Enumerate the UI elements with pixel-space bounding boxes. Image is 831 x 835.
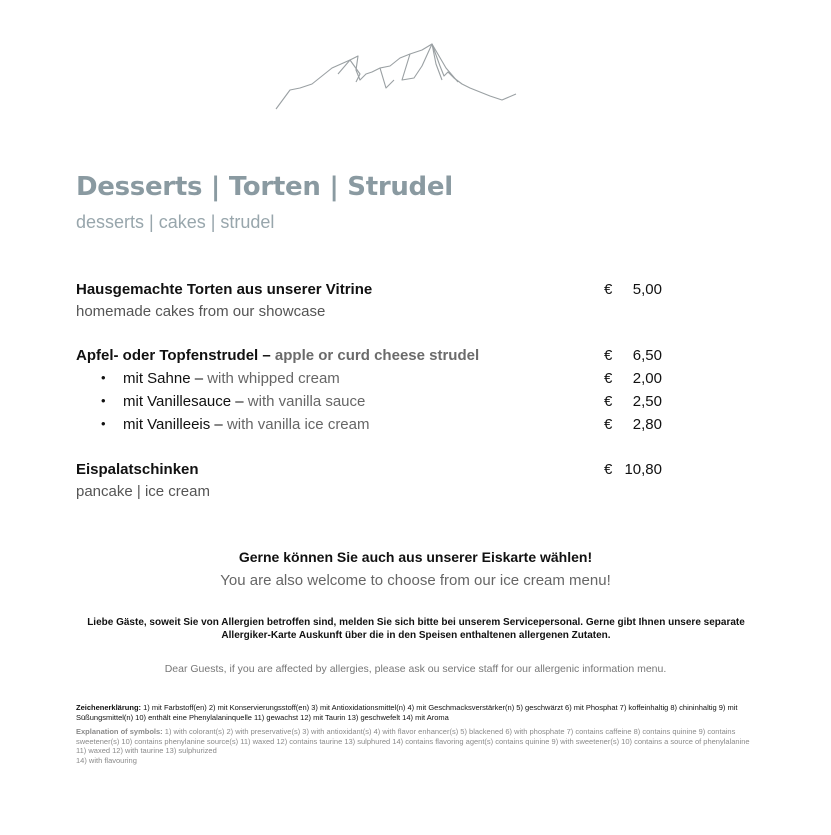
legend-text-line2: 14) with flavouring [76,755,137,765]
currency-symbol: € [604,416,613,433]
mountain-outline-logo-icon [270,38,522,114]
legend-label: Explanation of symbols: [76,727,163,736]
item-name: Apfel- oder Topfenstrudel – [76,347,271,364]
legend-text: 1) with colorant(s) 2) with preservative(s) 3) with antioxidant(s) 4) with flavor enhancer(s) 5) blackened 6) with phosphate 7) contains caffeine 8) contains quinine 9) contains sweetener(s) 10) contains phenylanine source(s) 11) waxed 12) contains taurine 13) sulphured 14) contains flavoring agent(s) contains quinine 9) with sweetener(s) 10) contains a source of phenylalanine 11) waxed 12) with taurine 13) sulphurized [76,727,750,755]
item-description: pancake | ice cream [76,483,210,500]
page-title: Desserts | Torten | Strudel [76,172,453,202]
addon-label-wrap [123,416,370,433]
item-name-en: apple or curd cheese strudel [274,347,480,364]
menu-item-cakes [76,281,676,303]
legend-text: 1) mit Farbstoff(en) 2) mit Konservierungsstoff(en) 3) mit Antioxidationsmittel(n) 4) mit Geschmacksverstärker(n) 5) geschwärzt 6) mit Phosphat 7) koffeinhaltig 8) chininhaltig 9) mit Süßungsmittel(n) 10) enthält eine Phenylalaninquelle 11) gewachst 12) mit Taurin 13) geschwefelt 14) mit Aroma [76,703,738,722]
bullet-icon: • [101,416,106,431]
currency-symbol: € [604,393,613,410]
addon-price: 2,50 [632,393,662,410]
item-price: 5,00 [632,281,662,298]
item-name: Eispalatschinken [76,461,199,478]
addon-label-en: with vanilla sauce [247,393,366,410]
addon-label: mit Vanilleeis – [123,416,223,433]
legend-en [76,727,756,765]
addon-label-wrap [123,370,340,387]
addon-price: 2,80 [632,416,662,433]
currency-symbol: € [604,370,613,387]
menu-item-strudel [76,347,676,369]
addon-row [76,416,676,438]
item-price: 10,80 [624,461,662,478]
addon-price: 2,00 [632,370,662,387]
allergy-note-de: Liebe Gäste, soweit Sie von Allergien betroffen sind, melden Sie sich bitte bei unserem Servicepersonal. Gerne gibt Ihnen unsere separate Allergiker-Karte Auskunft über die in den Speisen enthaltenen allergenen Zutaten. [87,617,745,641]
currency-symbol: € [604,347,613,364]
item-description: homemade cakes from our showcase [76,303,326,320]
legend-de [76,703,756,722]
page-subtitle: desserts | cakes | strudel [76,212,275,232]
icecream-note-en: You are also welcome to choose from our ice cream menu! [220,572,611,589]
addon-label: mit Sahne – [123,370,204,387]
legend-label: Zeichenerklärung: [76,703,142,712]
addon-label: mit Vanillesauce – [123,393,244,410]
addon-label-wrap [123,393,365,410]
bullet-icon: • [101,370,106,385]
addon-row [76,393,676,415]
allergy-note-en: Dear Guests, if you are affected by allergies, please ask ou service staff for our allergenic information menu. [164,663,667,675]
addon-row [76,370,676,392]
bullet-icon: • [101,393,106,408]
currency-symbol: € [604,461,613,478]
item-price: 6,50 [632,347,662,364]
item-name: Hausgemachte Torten aus unserer Vitrine [76,281,373,298]
currency-symbol: € [604,281,613,298]
addon-label-en: with whipped cream [207,370,340,387]
menu-item-pancake [76,461,676,483]
item-name-wrap [76,347,479,364]
icecream-note-de: Gerne können Sie auch aus unserer Eiskarte wählen! [238,549,593,565]
addon-label-en: with vanilla ice cream [226,416,370,433]
